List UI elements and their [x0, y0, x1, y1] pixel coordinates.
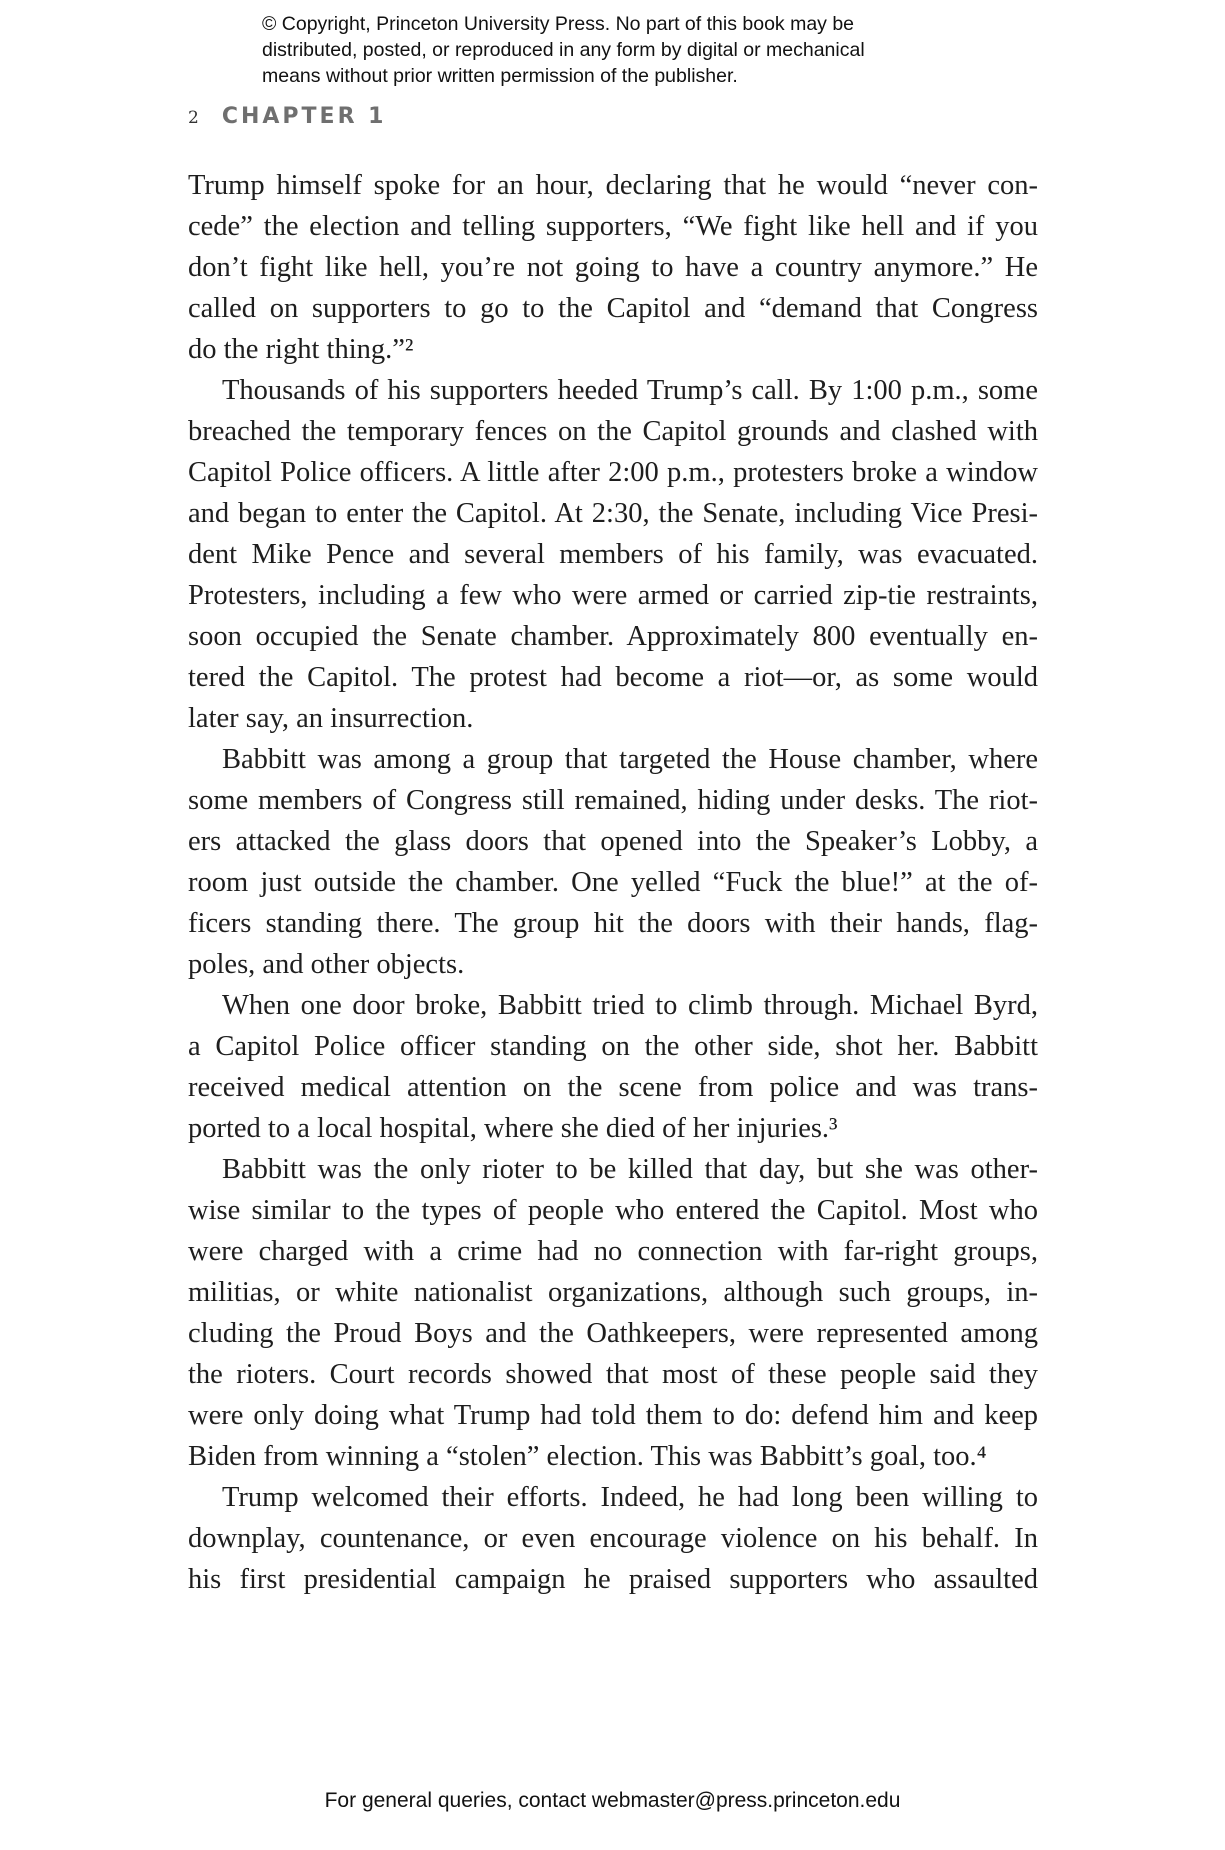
text-line: Trump welcomed their efforts. Indeed, he had long been willing to: [222, 1482, 1038, 1513]
text-line: poles, and other objects.: [188, 949, 465, 980]
text-line: a Capitol Police officer standing on the other side, shot her. Babbitt: [188, 1031, 1038, 1062]
text-line: room just outside the chamber. One yelled “Fuck the blue!” at the of-: [188, 867, 1038, 898]
text-line: and began to enter the Capitol. At 2:30, the Senate, including Vice Presi-: [188, 498, 1038, 529]
copyright-line: distributed, posted, or reproduced in any form by digital or mechanical: [262, 39, 865, 61]
text-line: Babbitt was among a group that targeted the House chamber, where: [222, 744, 1038, 775]
text-line: Babbitt was the only rioter to be killed that day, but she was other-: [222, 1154, 1038, 1185]
footer-contact: For general queries, contact webmaster@press.princeton.edu: [324, 1789, 901, 1812]
text-line: wise similar to the types of people who entered the Capitol. Most who: [188, 1195, 1038, 1226]
text-line: called on supporters to go to the Capitol and “demand that Congress: [188, 293, 1038, 324]
copyright-notice: [262, 11, 982, 89]
text-line: some members of Congress still remained, hiding under desks. The riot-: [188, 785, 1038, 816]
text-line: Capitol Police officers. A little after 2:00 p.m., protesters broke a window: [188, 457, 1038, 488]
text-line: breached the temporary fences on the Capitol grounds and clashed with: [188, 416, 1038, 447]
running-head: [188, 104, 386, 134]
text-line: Biden from winning a “stolen” election. This was Babbitt’s goal, too.⁴: [188, 1441, 987, 1472]
copyright-line: © Copyright, Princeton University Press. No part of this book may be: [262, 13, 855, 35]
text-line: were only doing what Trump had told them to do: defend him and keep: [188, 1400, 1038, 1431]
text-line: the rioters. Court records showed that most of these people said they: [188, 1359, 1038, 1390]
text-line: were charged with a crime had no connection with far-right groups,: [188, 1236, 1038, 1267]
text-line: militias, or white nationalist organizations, although such groups, in-: [188, 1277, 1038, 1308]
body-text: [188, 165, 1038, 1600]
text-line: ficers standing there. The group hit the doors with their hands, flag-: [188, 908, 1038, 939]
text-line: received medical attention on the scene from police and was trans-: [188, 1072, 1038, 1103]
text-line: ported to a local hospital, where she died of her injuries.³: [188, 1113, 838, 1144]
text-line: don’t fight like hell, you’re not going to have a country anymore.” He: [188, 252, 1038, 283]
copyright-line: means without prior written permission of the publisher.: [262, 65, 738, 87]
text-line: Protesters, including a few who were armed or carried zip-tie restraints,: [188, 580, 1038, 611]
text-line: dent Mike Pence and several members of his family, was evacuated.: [188, 539, 1038, 570]
text-line: his first presidential campaign he praised supporters who assaulted: [188, 1564, 1038, 1595]
text-line: Thousands of his supporters heeded Trump’s call. By 1:00 p.m., some: [222, 375, 1038, 406]
text-line: soon occupied the Senate chamber. Approximately 800 eventually en-: [188, 621, 1038, 652]
page-number: 2: [188, 108, 199, 128]
text-line: When one door broke, Babbitt tried to climb through. Michael Byrd,: [222, 990, 1038, 1021]
text-line: do the right thing.”²: [188, 334, 414, 365]
text-line: downplay, countenance, or even encourage violence on his behalf. In: [188, 1523, 1038, 1554]
text-line: later say, an insurrection.: [188, 703, 474, 734]
text-line: cluding the Proud Boys and the Oathkeepers, were represented among: [188, 1318, 1038, 1349]
text-line: Trump himself spoke for an hour, declaring that he would “never con-: [188, 170, 1038, 201]
text-line: ers attacked the glass doors that opened into the Speaker’s Lobby, a: [188, 826, 1038, 857]
chapter-label: CHAPTER 1: [221, 104, 387, 129]
text-line: cede” the election and telling supporters, “We fight like hell and if you: [188, 211, 1038, 242]
text-line: tered the Capitol. The protest had become a riot—or, as some would: [188, 662, 1038, 693]
